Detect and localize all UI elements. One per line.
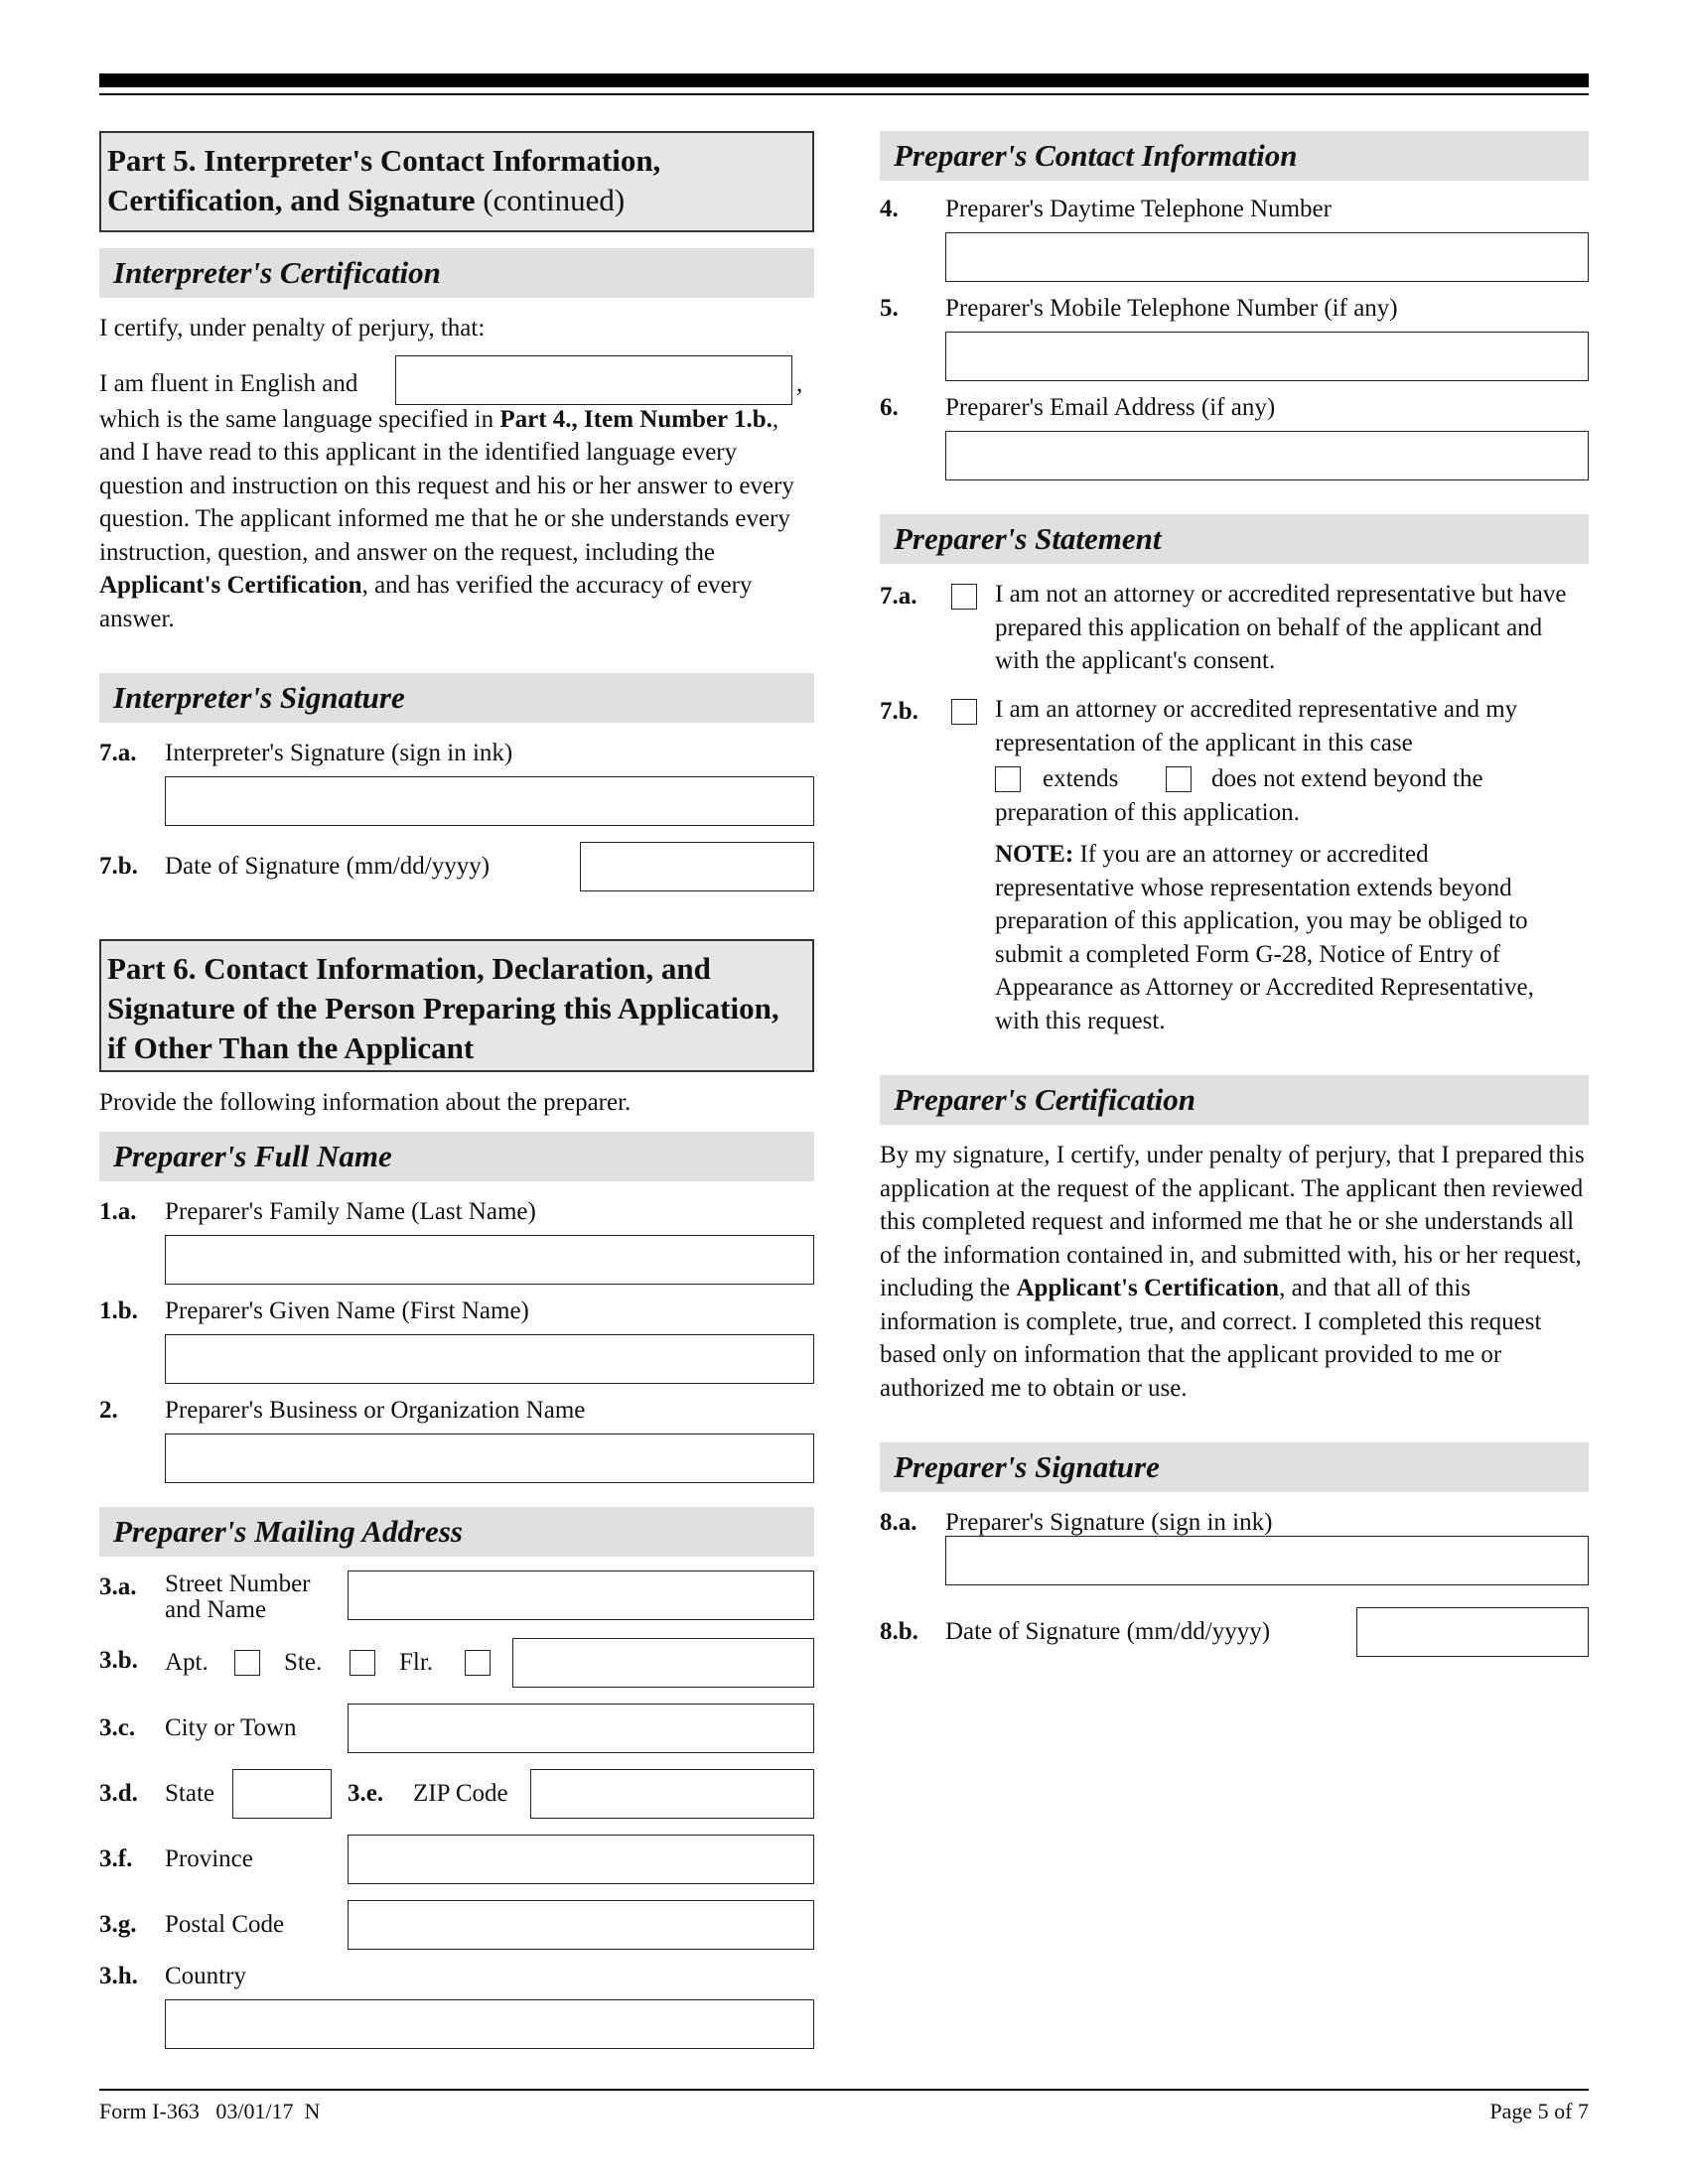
interpreter-signature-heading: Interpreter's Signature	[99, 673, 814, 723]
apt-label: Apt.	[165, 1648, 209, 1676]
statement-7b-text-end: preparation of this application.	[995, 799, 1300, 826]
item-3h-label: Country	[165, 1962, 246, 1989]
cert-body-1: which is the same language specified in	[99, 405, 500, 433]
prep-cert-body-2: , and that all of this information is complete, true, and correct. I completed this request based only on information that the applicant provided to me or authorized me to obtain or use.	[880, 1275, 1542, 1402]
preparer-signature-heading: Preparer's Signature	[880, 1442, 1589, 1492]
province-field[interactable]	[348, 1835, 814, 1884]
street-item	[99, 1570, 814, 1624]
daytime-phone-item	[880, 193, 1589, 284]
statement-7a-item	[880, 578, 1589, 677]
note-label: NOTE:	[995, 841, 1074, 868]
postal-code-item	[99, 1900, 814, 1950]
mobile-phone-field[interactable]	[945, 332, 1589, 381]
header-rule-thin	[99, 93, 1589, 95]
given-name-item	[99, 1295, 814, 1386]
note-text: If you are an attorney or accredited representative whose representation extends beyond preparation of this application, you may be obliged to submit a completed Form G-28, Notice of Entry of Appearance as Attorney or Accredited Representative, with this request.	[995, 841, 1534, 1034]
country-item	[99, 1960, 814, 2051]
left-column	[99, 131, 814, 2051]
item-3a-label-2: and Name	[165, 1595, 267, 1623]
does-not-extend-label: does not extend beyond the	[1211, 765, 1483, 792]
item-3b-number: 3.b.	[99, 1646, 138, 1674]
not-attorney-checkbox[interactable]	[951, 584, 977, 610]
preparer-date-item	[880, 1607, 1589, 1657]
item-1b-number: 1.b.	[99, 1297, 138, 1324]
item-3f-number: 3.f.	[99, 1844, 133, 1872]
fluent-comma: ,	[796, 369, 803, 397]
province-item	[99, 1835, 814, 1884]
item-3a-number: 3.a.	[99, 1572, 137, 1600]
ste-label: Ste.	[284, 1648, 323, 1676]
fluent-line	[99, 355, 814, 405]
part6-header: Part 6. Contact Information, Declaration, and Signature of the Person Preparing this Application, if Other Than the Applicant	[99, 939, 814, 1072]
cert-body-bold-1: Part 4., Item Number 1.b.	[499, 405, 773, 433]
extends-label: extends	[1043, 765, 1119, 792]
item-5-number: 5.	[880, 295, 899, 322]
prep-cert-body-bold: Applicant's Certification	[1016, 1275, 1280, 1301]
item-2-number: 2.	[99, 1396, 118, 1424]
item-3g-label: Postal Code	[165, 1910, 285, 1938]
statement-7a-number: 7.a.	[880, 583, 917, 610]
mailing-address-heading: Preparer's Mailing Address	[99, 1507, 814, 1557]
ste-checkbox[interactable]	[350, 1650, 375, 1676]
prep-cert-body-1: By my signature, I certify, under penalty of perjury, that I prepared this application at the request of the applicant. The applicant then reviewed this completed request and informed me that he or she understands all of the information contained in, and submitted with, his or her request, including the	[880, 1142, 1585, 1301]
unit-item	[99, 1638, 814, 1688]
item-3e-number: 3.e.	[348, 1779, 384, 1807]
item-8b-number: 8.b.	[880, 1618, 918, 1645]
extends-checkbox[interactable]	[995, 766, 1021, 792]
item-3f-label: Province	[165, 1844, 253, 1872]
item-3c-number: 3.c.	[99, 1713, 136, 1741]
business-name-item	[99, 1394, 814, 1485]
part5-header	[99, 131, 814, 232]
unit-number-field[interactable]	[512, 1638, 814, 1688]
interpreter-certification-body	[99, 403, 814, 636]
does-not-extend-checkbox[interactable]	[1166, 766, 1192, 792]
item-3d-label: State	[165, 1779, 214, 1807]
state-zip-item	[99, 1769, 814, 1819]
interpreter-certification-intro: I certify, under penalty of perjury, that:	[99, 315, 486, 341]
item-5-label: Preparer's Mobile Telephone Number (if any)	[945, 295, 1398, 322]
preparer-date-field[interactable]	[1356, 1607, 1589, 1657]
statement-7b-number: 7.b.	[880, 698, 918, 725]
preparer-certification-body	[880, 1139, 1589, 1405]
page-number: Page 5 of 7	[1489, 2099, 1589, 2123]
daytime-phone-field[interactable]	[945, 232, 1589, 282]
item-1b-label: Preparer's Given Name (First Name)	[165, 1297, 529, 1324]
apt-checkbox[interactable]	[234, 1650, 260, 1676]
statement-7b-item	[880, 693, 1589, 826]
cert-body-bold-2: Applicant's Certification	[99, 572, 362, 599]
item-8a-number: 8.a.	[880, 1509, 917, 1536]
zip-code-field[interactable]	[530, 1769, 814, 1819]
email-item	[880, 391, 1589, 482]
flr-checkbox[interactable]	[465, 1650, 491, 1676]
item-1a-label: Preparer's Family Name (Last Name)	[165, 1197, 536, 1225]
item-4-number: 4.	[880, 196, 899, 222]
item-6-label: Preparer's Email Address (if any)	[945, 394, 1276, 421]
item-1a-number: 1.a.	[99, 1197, 137, 1225]
preparer-full-name-heading: Preparer's Full Name	[99, 1132, 814, 1181]
interpreter-signature-item	[99, 737, 814, 828]
item-2-label: Preparer's Business or Organization Name	[165, 1396, 586, 1424]
item-3e-label: ZIP Code	[413, 1779, 508, 1807]
city-item	[99, 1704, 814, 1753]
statement-7b-text: I am an attorney or accredited representative and my representation of the applicant in this case	[995, 696, 1518, 756]
item-3d-number: 3.d.	[99, 1779, 138, 1807]
city-field[interactable]	[348, 1704, 814, 1753]
interpreter-signature-field[interactable]	[165, 776, 814, 826]
form-id: Form I-363 03/01/17 N	[99, 2099, 321, 2123]
item-3h-number: 3.h.	[99, 1962, 138, 1989]
interpreter-language-field[interactable]	[395, 355, 792, 405]
item-6-number: 6.	[880, 394, 899, 421]
statement-note	[995, 838, 1551, 1037]
footer-rule	[99, 2089, 1589, 2091]
street-field[interactable]	[348, 1570, 814, 1620]
state-field[interactable]	[232, 1769, 332, 1819]
item-3c-label: City or Town	[165, 1713, 297, 1741]
interpreter-date-field[interactable]	[580, 842, 814, 891]
email-field[interactable]	[945, 431, 1589, 480]
preparer-signature-item	[880, 1506, 1589, 1597]
part6-intro: Provide the following information about the preparer.	[99, 1089, 632, 1116]
item-3g-number: 3.g.	[99, 1910, 137, 1938]
item-8b-label: Date of Signature (mm/dd/yyyy)	[945, 1618, 1271, 1645]
postal-code-field[interactable]	[348, 1900, 814, 1950]
right-column	[880, 131, 1589, 1657]
cert-body-2: , and I have read to this applicant in the identified language every question and instruction on this request and his or her answer to every question. The applicant informed me that he or she understands every instruction, question, and answer on the request, including the	[99, 405, 794, 566]
item-7b-number: 7.b.	[99, 853, 138, 880]
attorney-checkbox[interactable]	[951, 699, 977, 725]
family-name-item	[99, 1195, 814, 1287]
business-name-field[interactable]	[165, 1433, 814, 1483]
item-8a-label: Preparer's Signature (sign in ink)	[945, 1509, 1273, 1536]
given-name-field[interactable]	[165, 1334, 814, 1384]
cert-body-3: , and has verified the accuracy of every answer.	[99, 572, 753, 632]
item-3a-label-1: Street Number	[165, 1570, 311, 1597]
header-rule-thick	[99, 73, 1589, 87]
preparer-signature-field[interactable]	[945, 1536, 1589, 1585]
preparer-certification-heading: Preparer's Certification	[880, 1075, 1589, 1125]
country-field[interactable]	[165, 1999, 814, 2049]
fluent-prefix: I am fluent in English and	[99, 369, 358, 397]
interpreter-certification-heading: Interpreter's Certification	[99, 248, 814, 298]
part5-title: Part 5. Interpreter's Contact Information, Certification, and Signature	[107, 143, 661, 217]
mobile-phone-item	[880, 292, 1589, 383]
flr-label: Flr.	[399, 1648, 434, 1676]
preparer-contact-heading: Preparer's Contact Information	[880, 131, 1589, 181]
item-7a-number: 7.a.	[99, 740, 137, 766]
preparer-statement-heading: Preparer's Statement	[880, 514, 1589, 564]
item-7b-label: Date of Signature (mm/dd/yyyy)	[165, 853, 491, 880]
statement-7a-text: I am not an attorney or accredited representative but have prepared this application on behalf of the applicant and with the applicant's consent.	[995, 581, 1567, 674]
family-name-field[interactable]	[165, 1235, 814, 1285]
part5-continued: (continued)	[475, 183, 626, 217]
item-4-label: Preparer's Daytime Telephone Number	[945, 196, 1332, 222]
item-7a-label: Interpreter's Signature (sign in ink)	[165, 740, 513, 766]
interpreter-date-item	[99, 842, 814, 891]
